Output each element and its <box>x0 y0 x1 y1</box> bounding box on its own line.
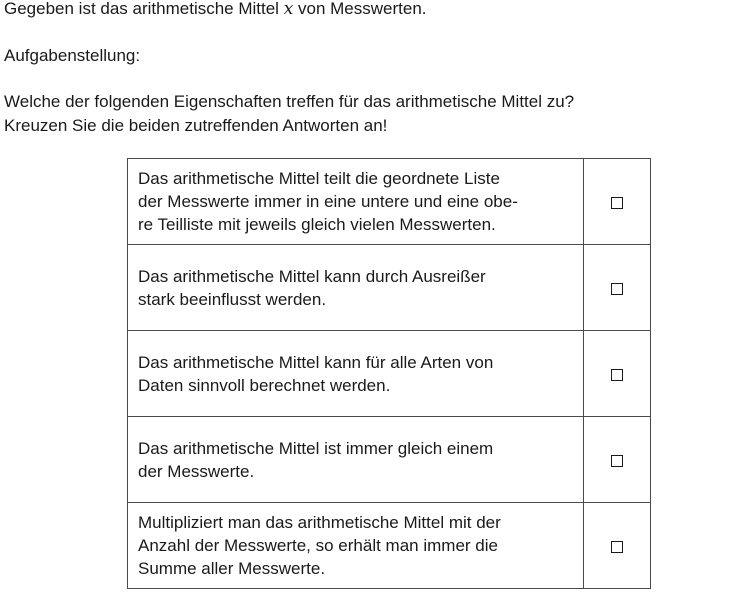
answer-option-text <box>128 331 584 417</box>
answer-option-line: Das arithmetische Mittel kann für alle Arten von <box>138 352 494 372</box>
answer-option-line: Das arithmetische Mittel teilt die geordnete Liste <box>138 169 500 188</box>
answer-option-line: der Messwerte. <box>138 461 255 481</box>
answer-option-text <box>128 417 584 503</box>
answer-option-text <box>128 159 584 245</box>
answer-option-checkbox-cell <box>584 417 651 503</box>
answer-option-line: Summe aller Messwerte. <box>138 559 326 578</box>
intro-text <box>4 0 427 21</box>
answer-option-row <box>128 245 651 331</box>
mean-symbol: $\overline{x}$ <box>283 0 294 19</box>
answer-option-line: re Teilliste mit jeweils gleich vielen Messwerten. <box>138 215 496 234</box>
answer-checkbox-2[interactable] <box>611 283 623 295</box>
answer-option-checkbox-cell <box>584 159 651 245</box>
answer-options-table <box>127 158 651 589</box>
instruction-line-1: Welche der folgenden Eigenschaften treffen für das arithmetische Mittel zu? <box>4 92 575 111</box>
instruction-line-2: Kreuzen Sie die beiden zutreffenden Antworten an! <box>4 116 388 135</box>
answer-option-row <box>128 331 651 417</box>
answer-checkbox-5[interactable] <box>611 541 623 553</box>
answer-option-line: stark beeinflusst werden. <box>138 289 327 309</box>
answer-option-text <box>128 245 584 331</box>
answer-option-row <box>128 503 651 589</box>
answer-option-row <box>128 159 651 245</box>
answer-checkbox-3[interactable] <box>611 369 623 381</box>
task-heading: Aufgabenstellung: <box>4 46 141 65</box>
intro-text-after: von Messwerten. <box>293 0 427 18</box>
answer-option-line: Das arithmetische Mittel kann durch Ausreißer <box>138 266 486 286</box>
answer-option-line: der Messwerte immer in eine untere und eine obe- <box>138 192 518 211</box>
answer-option-text <box>128 503 584 589</box>
answer-option-line: Daten sinnvoll berechnet werden. <box>138 375 391 395</box>
answer-checkbox-1[interactable] <box>611 197 623 209</box>
answer-option-checkbox-cell <box>584 331 651 417</box>
intro-text-before: Gegeben ist das arithmetische Mittel <box>4 0 284 18</box>
answer-option-line: Multipliziert man das arithmetische Mittel mit der <box>138 513 501 532</box>
answer-option-line: Das arithmetische Mittel ist immer gleich einem <box>138 438 494 458</box>
answer-option-checkbox-cell <box>584 503 651 589</box>
answer-option-line: Anzahl der Messwerte, so erhält man immer die <box>138 536 498 555</box>
answer-checkbox-4[interactable] <box>611 455 623 467</box>
answer-option-row <box>128 417 651 503</box>
answer-option-checkbox-cell <box>584 245 651 331</box>
